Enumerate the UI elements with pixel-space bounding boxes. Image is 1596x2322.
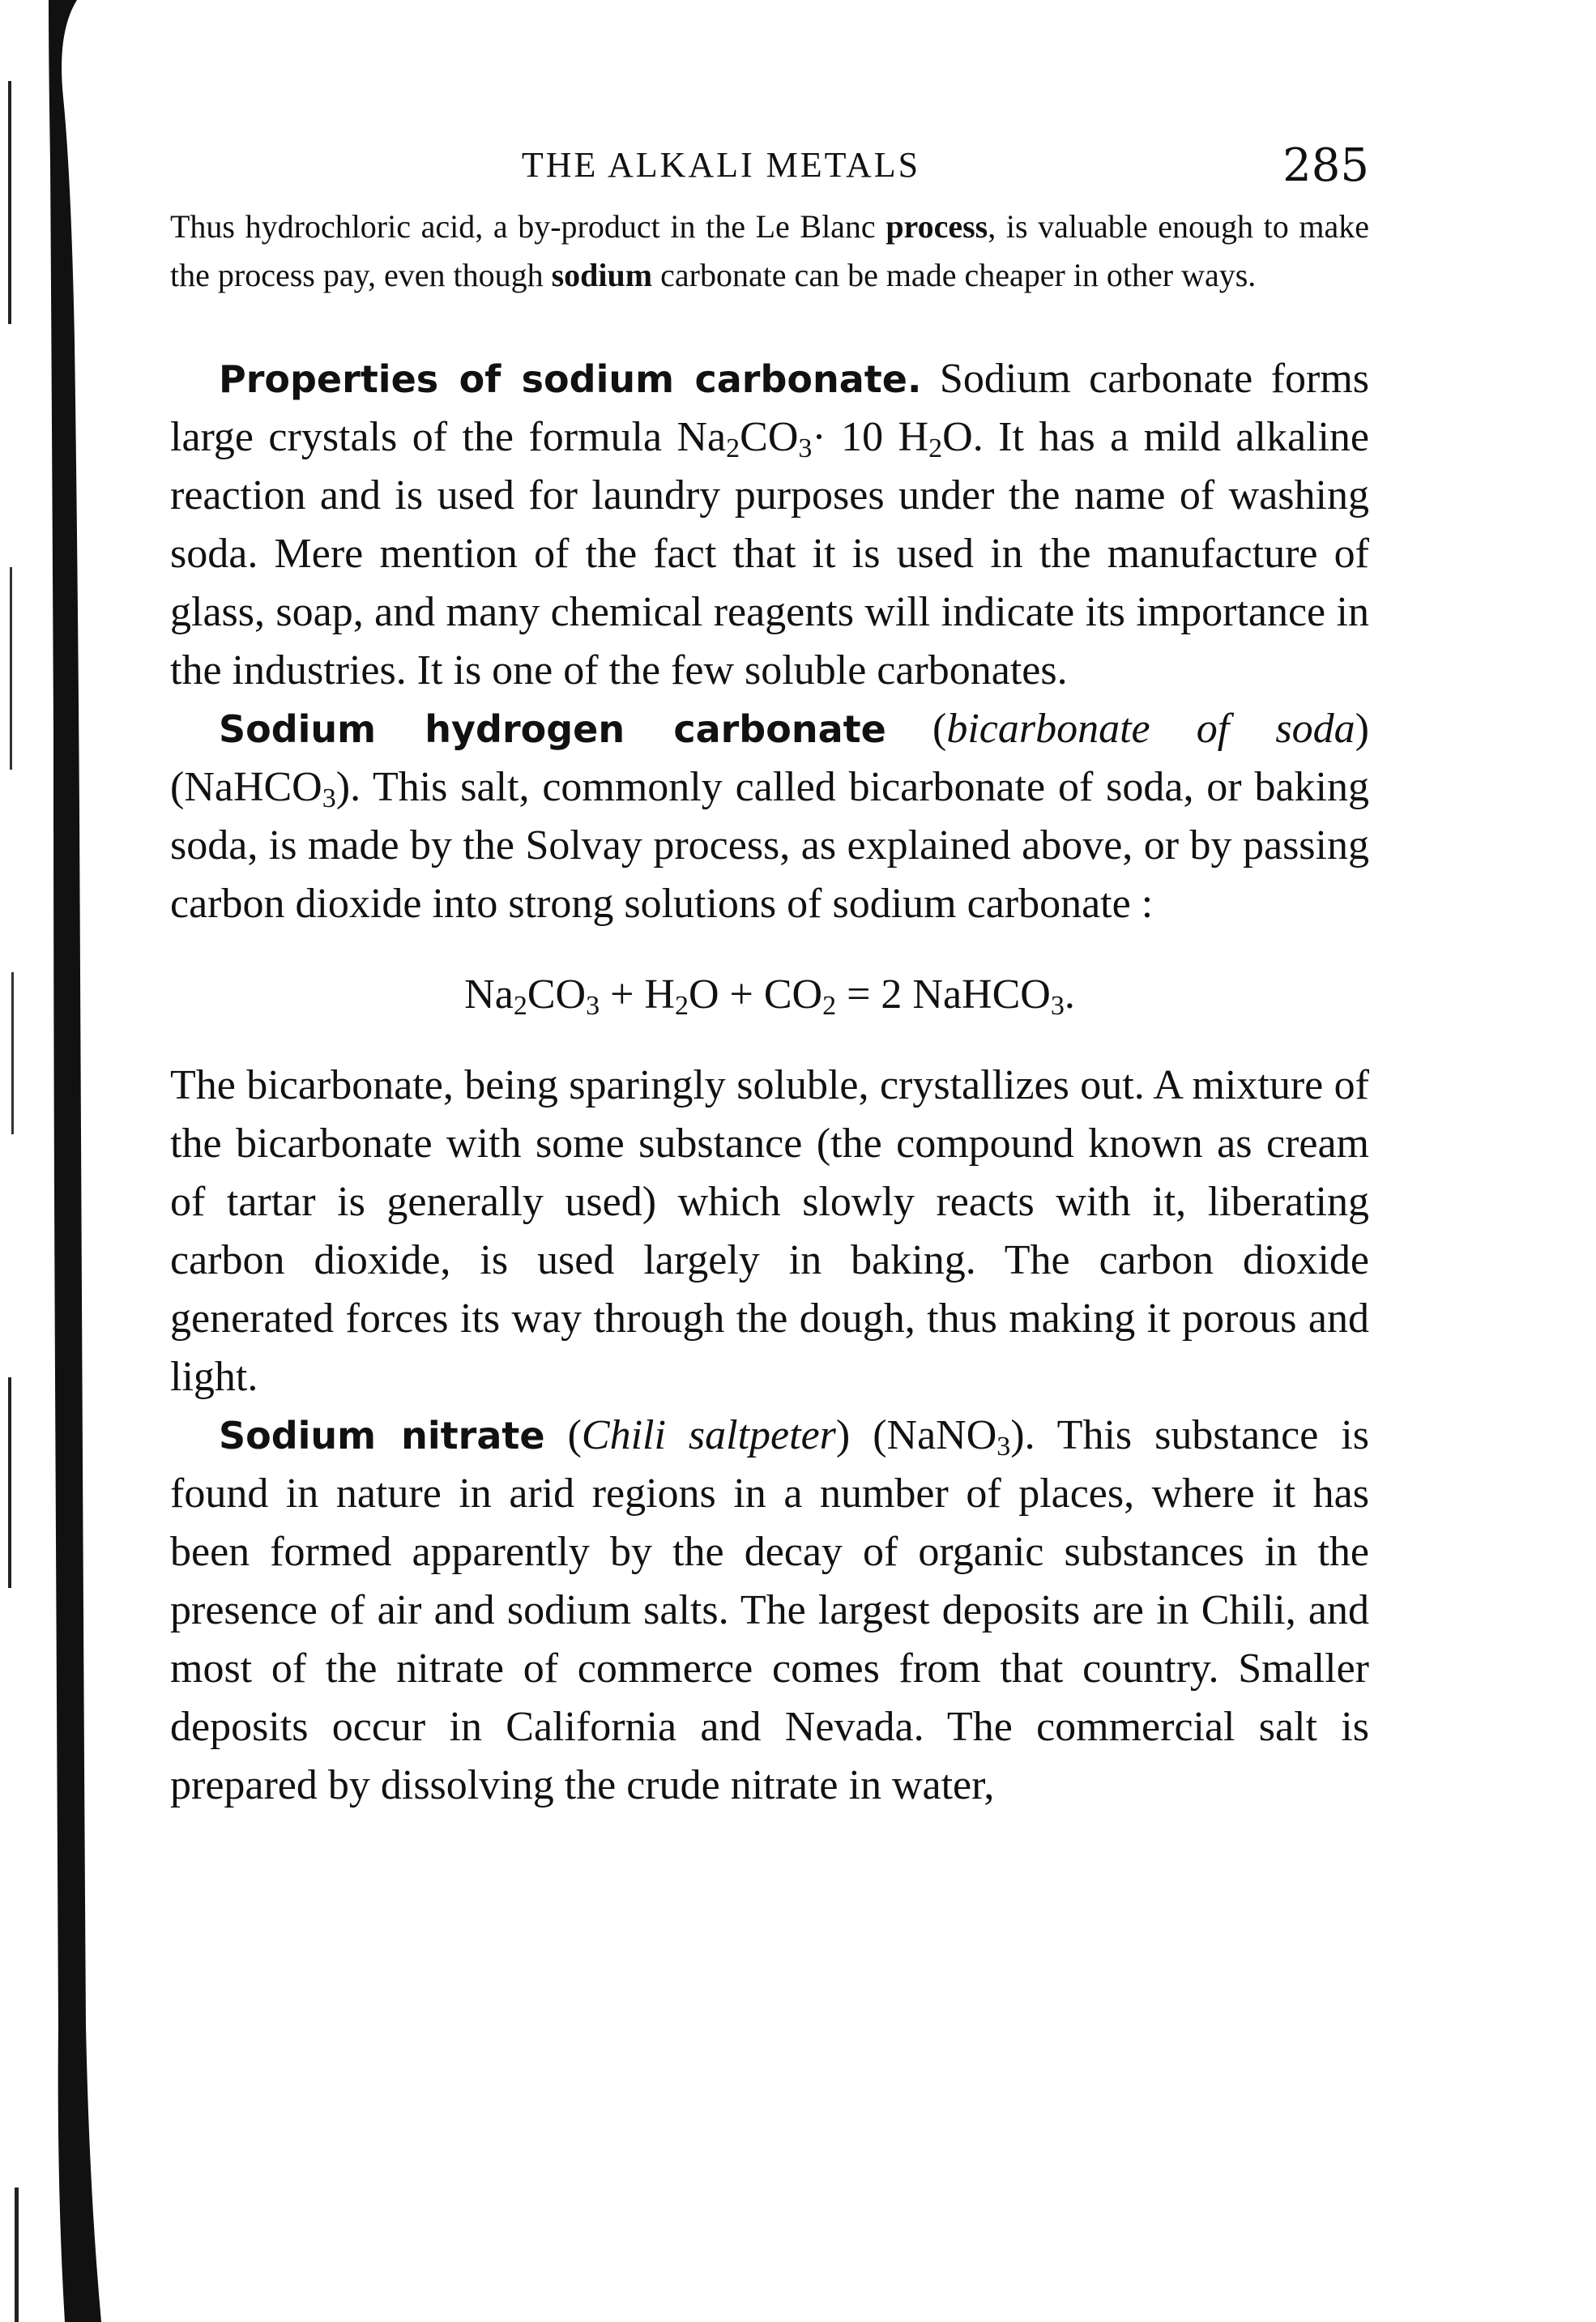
body-text: The bicarbonate, being sparingly soluble, crystallizes out. A mixture of the bicarbonate with some substance (the compound known as cream of tartar is generally used) which slowly reacts with it, liberating carbon dioxide, is used largely in baking. The carbon dioxide generated forces its way through the dough, thus making it porous and light.: [170, 1062, 1369, 1400]
binding-shadow: [0, 0, 122, 2322]
equation-part: Na: [464, 971, 514, 1018]
body-text: CO: [740, 414, 799, 460]
subscript: 3: [798, 433, 813, 463]
running-title: THE ALKALI METALS: [521, 145, 921, 185]
paragraph-sodium-hydrogen-carbonate: Sodium hydrogen carbonate (bicarbonate of soda) (NaHCO$_3$). This salt, commonly called bicarbonate of soda, or baking soda, is made by the Solvay process, as explained above, or by passing carbon dioxide into strong solutions of sodium carbonate :: [170, 706, 1369, 927]
subscript: 2: [513, 991, 527, 1021]
equation-part: .: [1064, 971, 1075, 1018]
italic-term: Chili saltpeter: [581, 1412, 836, 1458]
equation-part: CO: [527, 971, 587, 1018]
equation-part: = 2 NaHCO: [836, 971, 1051, 1018]
subscript: 3: [1050, 991, 1065, 1021]
footnote-paragraph: [170, 203, 1369, 300]
section-heading: Sodium hydrogen carbonate: [219, 707, 886, 751]
body-text: O. It has a mild alkaline reaction and is used for laundry purposes under the name of washing soda. Mere mention of the fact that it is used in the manufacture of glass, soap, and many chemical reagents will indicate its importance in the industries. It is one of the few soluble carbonates.: [170, 414, 1370, 694]
paragraph-bicarbonate-baking: [170, 1056, 1369, 1406]
subscript: 2: [928, 433, 943, 463]
paragraph-sodium-carbonate: [170, 350, 1369, 700]
running-head: [170, 122, 1369, 203]
body-text: ). This salt, commonly called bicarbonate of soda, or baking soda, is made by the Solvay process, as explained above, or by passing carbon dioxide into strong solutions of sodium carbonate :: [170, 764, 1369, 927]
section-heading: Properties of sodium carbonate.: [219, 357, 922, 401]
equation-part: + H: [600, 971, 675, 1018]
footnote-text: , is valuable enough to make the process pay, even though: [170, 208, 1369, 293]
subscript: 3: [586, 991, 600, 1021]
subscript: 3: [322, 783, 336, 813]
subscript: 2: [822, 991, 837, 1021]
body-text: ). This substance is found in nature in arid regions in a number of places, where it has been formed apparently by the decay of organic substances in the presence of air and sodium salts. The largest deposits are in Chili, and most of the nitrate of commerce comes from that country. Smaller deposits occur in California and Nevada. The commercial salt is prepared by dissolving the crude nitrate in water,: [170, 1412, 1369, 1808]
equation-part: O + CO: [688, 971, 823, 1018]
chemical-equation: [170, 966, 1369, 1024]
formula: (NaHCO: [170, 764, 322, 810]
page-number: 285: [1282, 139, 1369, 192]
footnote-text: carbonate can be made cheaper in other ways.: [652, 257, 1257, 293]
subscript: 2: [726, 433, 740, 463]
body-text: Sodium carbonate forms large crystals of the formula Na: [170, 356, 1370, 460]
italic-term: bicarbonate of soda: [946, 706, 1355, 752]
subscript: 3: [996, 1432, 1011, 1462]
paragraph-sodium-nitrate: Sodium nitrate (Chili saltpeter) (NaNO$_3$). This substance is found in nature in arid regions in a number of places, where it has been formed apparently by the decay of organic substances in the presence of air and sodium salts. The largest deposits are in Chili, and most of the nitrate of commerce comes from that country. Smaller deposits occur in California and Nevada. The commercial salt is prepared by dissolving the crude nitrate in water,: [170, 1412, 1369, 1808]
footnote-bold: process: [885, 208, 988, 245]
book-page: [170, 122, 1369, 1815]
subscript: 2: [674, 991, 689, 1021]
body-text: · 10 H: [812, 414, 929, 460]
section-heading: Sodium nitrate: [219, 1414, 545, 1458]
footnote-bold: sodium: [551, 257, 653, 293]
footnote-text: Thus hydrochloric acid, a by-product in the Le Blanc: [170, 208, 886, 245]
formula: (NaNO: [873, 1412, 997, 1458]
